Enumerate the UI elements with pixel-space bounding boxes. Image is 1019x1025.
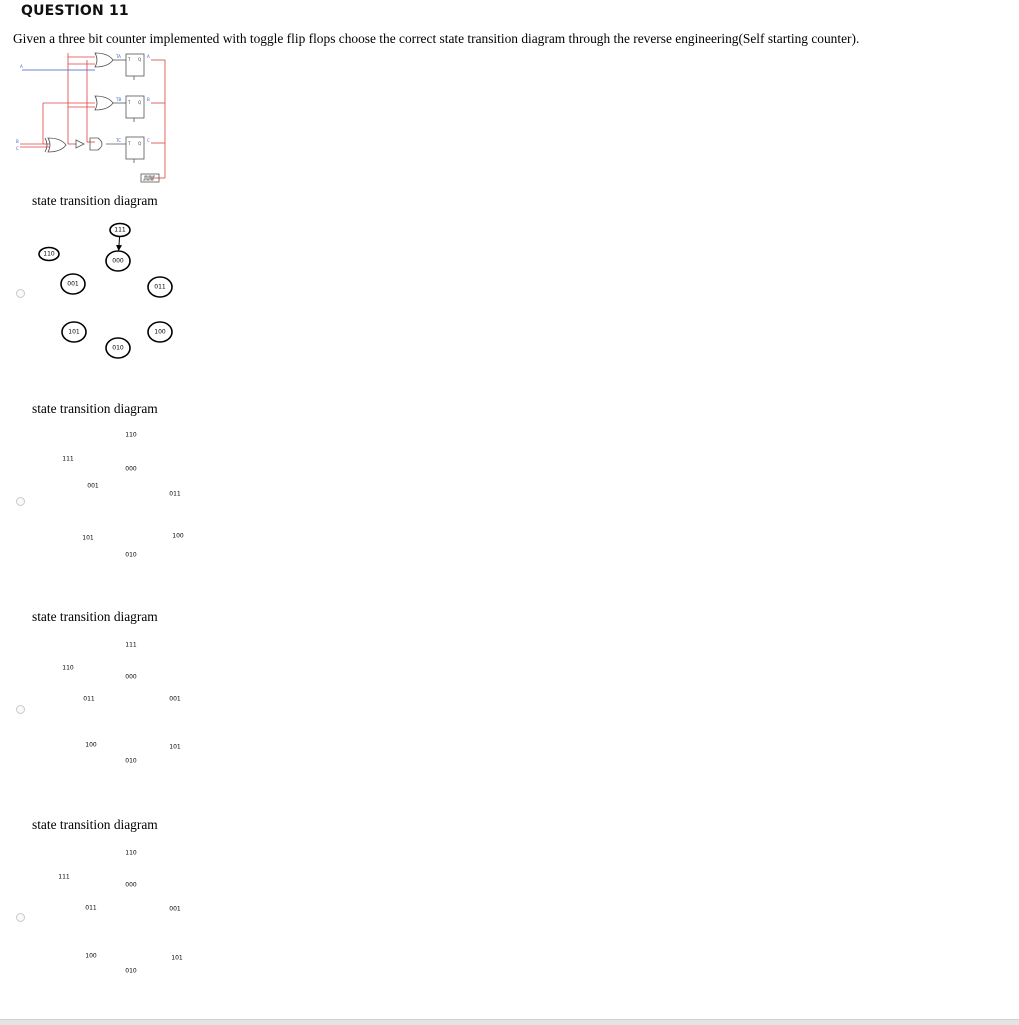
- ffc-q-label: Q: [138, 141, 142, 146]
- state-right-lower: 100: [154, 328, 166, 336]
- state-bottom: 010: [125, 967, 137, 975]
- ffc-t-label: T: [128, 141, 131, 146]
- answer-option-1: [0, 193, 400, 393]
- state-diagram: [30, 835, 190, 990]
- state-entry: 110: [125, 849, 137, 857]
- state-right-lower: 101: [169, 743, 181, 751]
- circuit-ta-label: TA: [116, 54, 121, 59]
- state-diagram: [30, 419, 190, 574]
- option-label: state transition diagram: [32, 817, 158, 832]
- state-bottom: 010: [125, 551, 137, 559]
- ffb-output-label: B: [147, 97, 150, 102]
- state-left-lower: 100: [85, 741, 97, 749]
- state-left-upper: 001: [87, 482, 99, 490]
- state-extra: 111: [58, 873, 70, 881]
- transition-arrow-entry: [119, 237, 120, 250]
- state-bottom: 010: [112, 344, 124, 352]
- counter-circuit-figure: [10, 50, 180, 195]
- ffa-q-label: Q: [138, 57, 142, 62]
- ffa-output-label: A: [147, 54, 150, 59]
- option-radio[interactable]: [16, 705, 25, 714]
- state-top: 000: [125, 881, 137, 889]
- option-label: state transition diagram: [32, 401, 158, 416]
- state-left-lower: 100: [85, 952, 97, 960]
- option-label: state transition diagram: [32, 193, 158, 208]
- state-right-lower: 101: [171, 954, 183, 962]
- state-bottom: 010: [125, 757, 137, 765]
- circuit-tb-label: TB: [116, 97, 122, 102]
- state-left-lower: 101: [68, 328, 80, 336]
- state-right-upper: 001: [169, 905, 181, 913]
- bottom-divider: [0, 1019, 1019, 1025]
- answer-option-2: [0, 401, 400, 601]
- state-right-upper: 011: [154, 283, 166, 291]
- state-top: 000: [125, 465, 137, 473]
- option-radio[interactable]: [16, 497, 25, 506]
- state-top: 000: [125, 673, 137, 681]
- ffb-q-label: Q: [138, 100, 142, 105]
- circuit-tc-label: TC: [116, 138, 122, 143]
- state-extra: 111: [62, 455, 74, 463]
- ffb-t-label: T: [128, 100, 131, 105]
- state-right-upper: 001: [169, 695, 181, 703]
- question-text: Given a three bit counter implemented with toggle flip flops choose the correct state transition diagram through the reverse engineering(Self starting counter).: [13, 31, 860, 46]
- state-entry: 110: [125, 431, 137, 439]
- state-left-upper: 011: [83, 695, 95, 703]
- state-diagram: [30, 627, 190, 782]
- answer-option-4: [0, 817, 400, 1017]
- circuit-input-b-label: B: [16, 139, 19, 144]
- option-label: state transition diagram: [32, 609, 158, 624]
- state-left-upper: 001: [67, 280, 79, 288]
- state-extra: 110: [62, 664, 74, 672]
- state-diagram: [30, 211, 190, 366]
- option-radio[interactable]: [16, 913, 25, 922]
- state-right-lower: 100: [172, 532, 184, 540]
- ffc-output-label: C: [147, 138, 150, 143]
- option-radio[interactable]: [16, 289, 25, 298]
- state-entry: 111: [125, 641, 137, 649]
- state-left-upper: 011: [85, 904, 97, 912]
- answer-option-3: [0, 609, 400, 809]
- question-title: QUESTION 11: [21, 3, 129, 19]
- state-left-lower: 101: [82, 534, 94, 542]
- circuit-input-a-label: A: [20, 64, 23, 69]
- circuit-input-c-label: C: [16, 146, 19, 151]
- ffa-t-label: T: [128, 57, 131, 62]
- state-top: 000: [112, 257, 124, 265]
- state-entry: 111: [114, 226, 126, 234]
- state-extra: 110: [43, 250, 55, 258]
- state-right-upper: 011: [169, 490, 181, 498]
